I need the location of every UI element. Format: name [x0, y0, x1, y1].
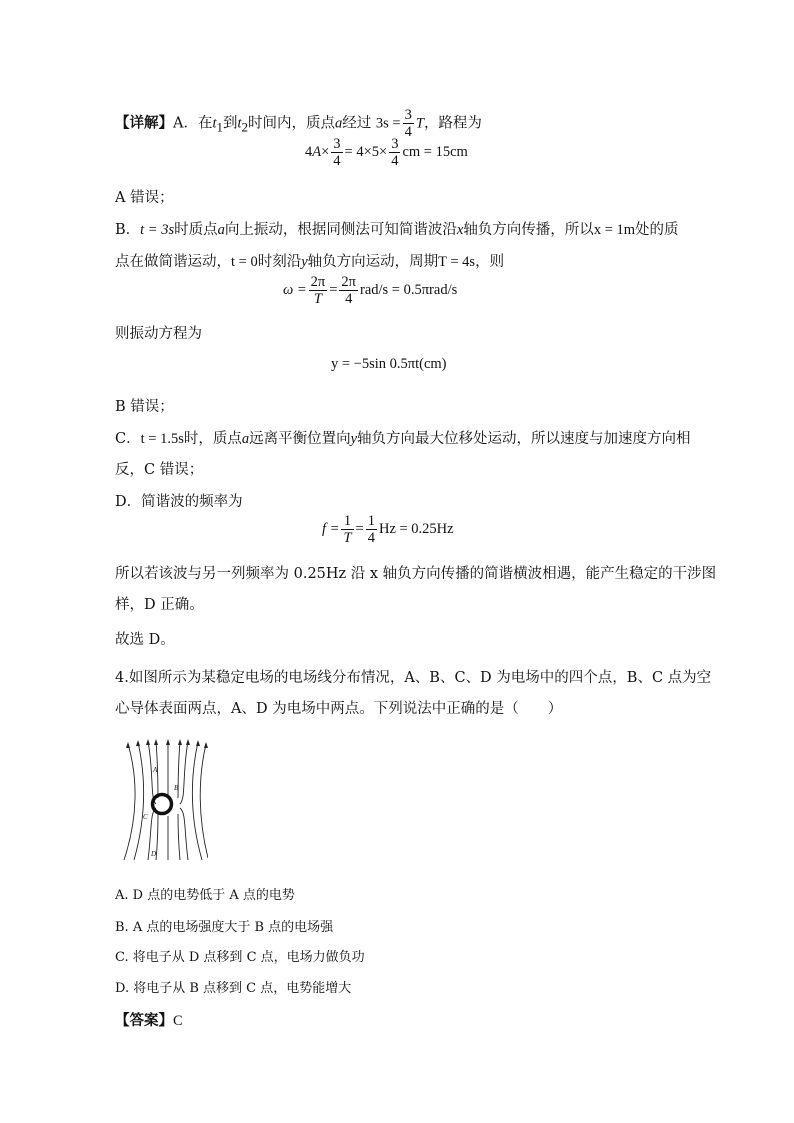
- formula-omega: ω = $\frac{2\pi}{T}$ = $\frac{2\pi}{4}$ rad/s = 0.5πrad/s: [283, 274, 458, 307]
- analysis-c-line1: C．t = 1.5s时，质点a远离平衡位置向y轴负方向最大位移处运动，所以速度与加速度方向相: [115, 431, 691, 447]
- electric-field-figure: [118, 738, 208, 863]
- formula-a-distance: 4A× $\frac{3}{4}$ = 4×5× $\frac{3}{4}$ cm = 15cm: [305, 136, 468, 169]
- answer-tag: 【答案】: [115, 1012, 173, 1029]
- formula-frequency: f = $\frac{1}{T}$ = $\frac{1}{4}$ Hz = 0.25Hz: [322, 513, 454, 546]
- analysis-a-line1: 【详解】A．在$t_1$到$t_2$时间内，质点a经过 3s = $\frac{3}{4}$ T，路程为: [115, 107, 482, 140]
- analysis-b-line2: 点在做简谐运动，t = 0时刻沿y轴负方向运动，周期T = 4s，则: [115, 254, 505, 270]
- label-B: B: [174, 784, 179, 792]
- option-c: C. 将电子从 D 点移到 C 点，电场力做负功: [115, 950, 365, 965]
- answer-line: [115, 1009, 183, 1030]
- d-line1: D．简谐波的频率为: [115, 494, 243, 510]
- final-choice: 故选 D。: [115, 632, 175, 648]
- question4-stem-line2: 心导体表面两点，A、D 为电场中两点。下列说法中正确的是（ ）: [115, 701, 563, 717]
- option-a: A. D 点的电势低于 A 点的电势: [115, 888, 295, 903]
- option-b: B. A 点的电场强度大于 B 点的电场强: [115, 920, 334, 935]
- c-line2: 反，C 错误；: [115, 462, 204, 478]
- label-A: A: [153, 766, 158, 774]
- analysis-tag: 【详解】: [115, 114, 173, 132]
- d-line3: 样，D 正确。: [115, 597, 204, 613]
- analysis-b-line1: B．t = 3s时质点a向上振动，根据同侧法可知简谐波沿x轴负方向传播，所以x = 1m处的质: [115, 222, 679, 238]
- b-line3: 则振动方程为: [115, 326, 202, 342]
- d-line2: 所以若该波与另一列频率为 0.25Hz 沿 x 轴负方向传播的简谐横波相遇，能产生稳定的干涉图: [115, 566, 717, 582]
- formula-vibration: y = −5sin 0.5πt(cm): [331, 356, 447, 372]
- option-d: D. 将电子从 B 点移到 C 点，电势能增大: [115, 981, 352, 996]
- b-verdict: B 错误；: [115, 399, 174, 415]
- label-C: C: [143, 813, 148, 821]
- a-verdict: A 错误；: [115, 190, 174, 206]
- question4-stem-line1: 4.如图所示为某稳定电场的电场线分布情况，A、B、C、D 为电场中的四个点，B、C 点为空: [115, 670, 712, 686]
- label-D: D: [151, 850, 157, 858]
- answer-value: C: [173, 1013, 183, 1029]
